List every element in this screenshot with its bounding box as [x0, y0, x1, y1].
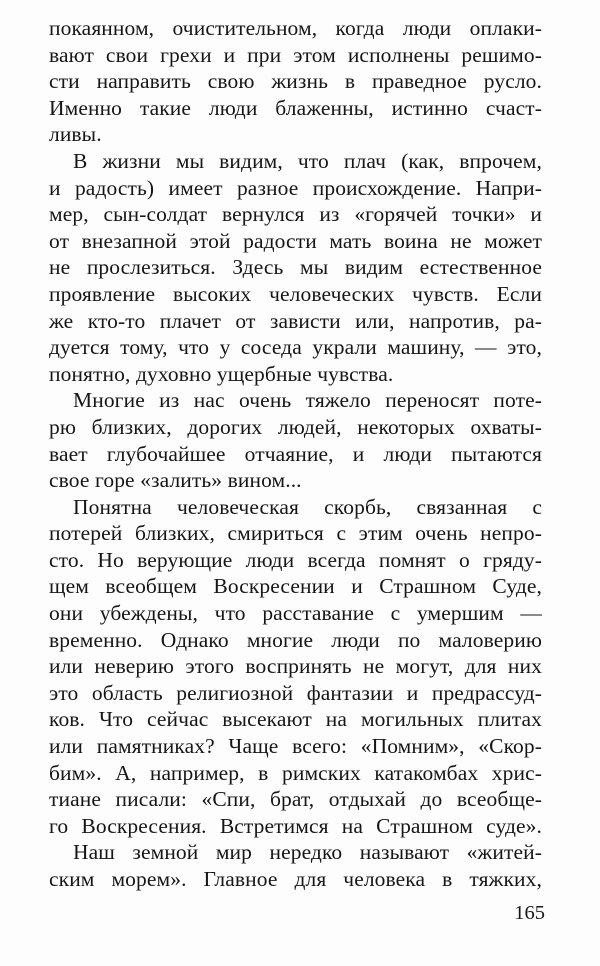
text-line: В жизни мы видим, что плач (как, впрочем,: [73, 148, 542, 173]
text-line: тиане писали: «Спи, брат, отдыхай до всеобще-: [49, 787, 542, 812]
text-line: рю близких, дорогих людей, некоторых охваты-: [49, 414, 542, 439]
text-line: Именно такие люди блаженны, истинно счаст-: [49, 95, 542, 120]
text-line: свое горе «залить» вином...: [49, 468, 302, 493]
text-line: это область религиозной фантазии и предрассуд-: [49, 680, 542, 705]
paragraph: [49, 839, 542, 892]
text-line: Многие из нас очень тяжело переносят поте-: [73, 388, 542, 413]
text-block: [49, 15, 542, 893]
page-number: 165: [514, 902, 545, 924]
text-line: мер, сын-солдат вернулся из «горячей точки» и: [49, 202, 542, 227]
text-line: вает глубочайшее отчаяние, и люди пытаются: [49, 441, 542, 466]
text-line: бим». А, например, в римских катакомбах хрис-: [49, 760, 542, 785]
text-line: дуется тому, что у соседа украли машину, — это,: [49, 335, 542, 360]
text-line: они убеждены, что расставание с умершим —: [49, 601, 542, 626]
text-line: покаянном, очистительном, когда люди оплаки-: [49, 16, 542, 40]
text-line: щем всеобщем Воскресении и Страшном Суде,: [49, 574, 542, 599]
text-line: ским морем». Главное для человека в тяжких,: [49, 867, 542, 891]
text-line: ливы.: [49, 122, 102, 147]
paragraph: [49, 494, 542, 840]
text-line: не прослезиться. Здесь мы видим естественное: [49, 255, 542, 280]
text-line: потерей близких, смириться с этим очень непро-: [49, 521, 542, 546]
text-line: ков. Что сейчас высекают на могильных плитах: [49, 707, 542, 732]
text-line: понятно, духовно ущербные чувства.: [49, 361, 394, 386]
text-line: или памятниках? Чаще всего: «Помним», «Скор-: [49, 734, 542, 759]
text-line: же кто-то плачет от зависти или, напротив, ра-: [49, 308, 542, 333]
text-line: сто. Но верующие люди всегда помнят о гряду-: [49, 547, 542, 572]
text-line: го Воскресения. Встретимся на Страшном суде».: [49, 813, 542, 838]
text-line: вают свои грехи и при этом исполнены решимо-: [49, 42, 542, 67]
text-line: сти направить свою жизнь в праведное русло.: [49, 69, 542, 94]
text-line: и радость) имеет разное происхождение. Напри-: [49, 175, 542, 200]
text-line: временно. Однако многие люди по маловерию: [49, 627, 542, 652]
text-line: Понятна человеческая скорбь, связанная с: [73, 494, 542, 519]
paragraph: [49, 387, 542, 493]
paragraph: [49, 148, 542, 387]
text-line: или неверию этого воспринять не могут, для них: [49, 654, 542, 679]
paragraph: [49, 15, 542, 148]
text-line: от внезапной этой радости мать воина не может: [49, 228, 542, 253]
text-line: Наш земной мир нередко называют «житей-: [73, 840, 542, 865]
text-line: проявление высоких человеческих чувств. Если: [49, 281, 542, 306]
